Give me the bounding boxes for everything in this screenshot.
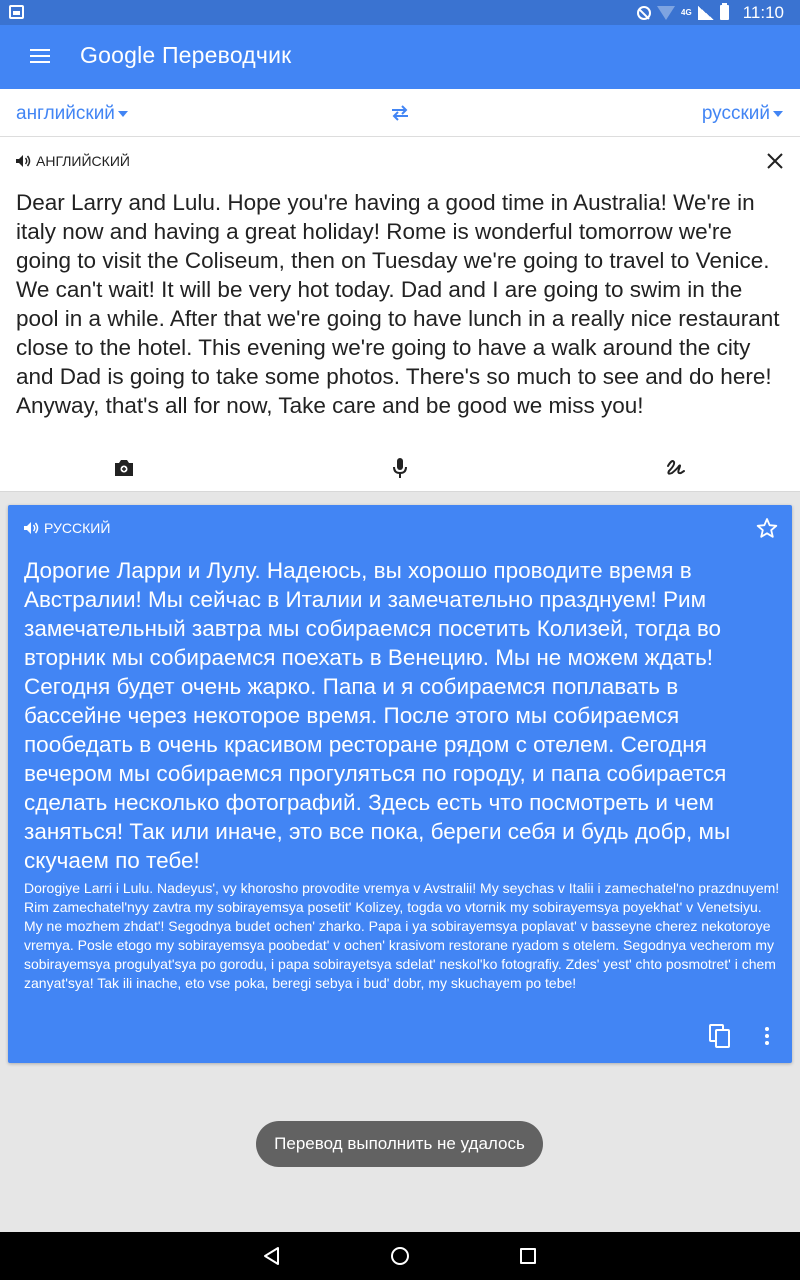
translated-text: Дорогие Ларри и Лулу. Надеюсь, вы хорошо проводите время в Австралии! Мы сейчас в Италии и замечательно празднуем! Рим замечательный завтра мы собираемся посетить Колизей, тогда во вторник мы собираемся поехать в Венецию. Мы не можем ждать! Сегодня будет очень жарко. Папа и я собираемся поплавать в бассейне через некоторое время. После этого мы собираемся пообедать в очень красивом ресторане рядом с отелем. Сегодня вечером мы собираемся прогуляться по городу, и папа собирается сделать несколько фотографий. Здесь есть что посмотреть и чем заняться! Так или иначе, это все пока, береги себя и будь добр, мы скучаем по тебе!	[24, 558, 731, 873]
star-icon[interactable]	[756, 517, 778, 539]
dropdown-arrow-icon	[773, 111, 783, 117]
more-options-icon[interactable]	[762, 1026, 772, 1046]
swap-icon[interactable]	[389, 104, 411, 122]
camera-icon[interactable]	[113, 457, 135, 479]
network-type-label: 4G	[681, 8, 692, 17]
target-language-selector[interactable]	[702, 103, 783, 125]
navigation-bar	[0, 1232, 800, 1280]
source-language-heading: АНГЛИЙСКИЙ	[36, 153, 130, 169]
signal-icon	[698, 6, 714, 20]
target-language-heading: РУССКИЙ	[44, 520, 111, 536]
copy-icon[interactable]	[709, 1024, 731, 1048]
status-icons	[637, 0, 784, 25]
source-language-label: английский	[16, 103, 115, 124]
status-time: 11:10	[742, 2, 784, 22]
app-bar	[0, 25, 800, 89]
back-icon[interactable]	[262, 1246, 282, 1266]
dropdown-arrow-icon	[118, 111, 128, 117]
speaker-icon[interactable]	[16, 155, 32, 167]
source-language-selector[interactable]	[16, 103, 128, 125]
menu-icon[interactable]	[30, 49, 50, 65]
do-not-disturb-icon	[637, 6, 651, 20]
handwriting-icon[interactable]	[665, 457, 687, 479]
language-bar	[0, 89, 800, 137]
recents-icon[interactable]	[520, 1248, 536, 1264]
error-toast: Перевод выполнить не удалось	[256, 1121, 543, 1167]
source-text[interactable]: Dear Larry and Lulu. Hope you're having a good time in Australia! We're in italy now and having a great holiday! Rome is wonderful tomorrow we're going to visit the Coliseum, then on Tuesday we're going to travel to Venice. We can't wait! It will be very hot today. Dad and I are going to swim in the pool in a while. After that we're going to have lunch in a really nice restaurant close to the hotel. This evening we're going to have a walk around the city and Dad is going to take some photos. There's so much to see and do here! Anyway, that's all for now, Take care and be good we miss you!	[16, 190, 780, 418]
close-icon[interactable]	[766, 152, 784, 170]
app-title: Google Переводчик	[80, 42, 292, 68]
target-label-row[interactable]	[24, 520, 110, 536]
input-card	[0, 137, 800, 492]
home-icon[interactable]	[391, 1247, 409, 1265]
transliteration-text: Dorogiye Larri i Lulu. Nadeyus', vy khorosho provodite vremya v Avstralii! My seychas v Italii i zamechatel'no prazdnuyem! Rim zamechatel'nyy zavtra my sobirayemsya posetit' Kolizey, togda vo vtornik my sobirayemsya poyekhat' v Venetsiyu. My ne mozhem zhdat'! Segodnya budet ochen' zharko. Papa i ya sobirayemsya poplavat' v basseyne cherez nekotoroye vremya. Posle etogo my sobirayemsya poobedat' v ochen' krasivom restorane ryadom s otelem. Segodnya vecherom my sobirayemsya progulyat'sya po gorodu, i papa sobirayetsya sdelat' neskol'ko fotografiy. Zdes' yest' chto posmotret' i chem zanyat'sya! Tak ili inache, eto vse poka, beregi sebya i bud' dobr, my skuchayem po tebe!	[24, 880, 780, 991]
speaker-icon[interactable]	[24, 522, 40, 534]
translation-card	[8, 505, 792, 1063]
status-bar	[0, 0, 800, 25]
microphone-icon[interactable]	[389, 457, 411, 479]
source-label-row[interactable]	[16, 153, 130, 169]
target-language-label: русский	[701, 103, 770, 124]
gallery-icon	[9, 5, 24, 19]
battery-icon	[720, 5, 729, 20]
wifi-icon	[657, 6, 675, 20]
